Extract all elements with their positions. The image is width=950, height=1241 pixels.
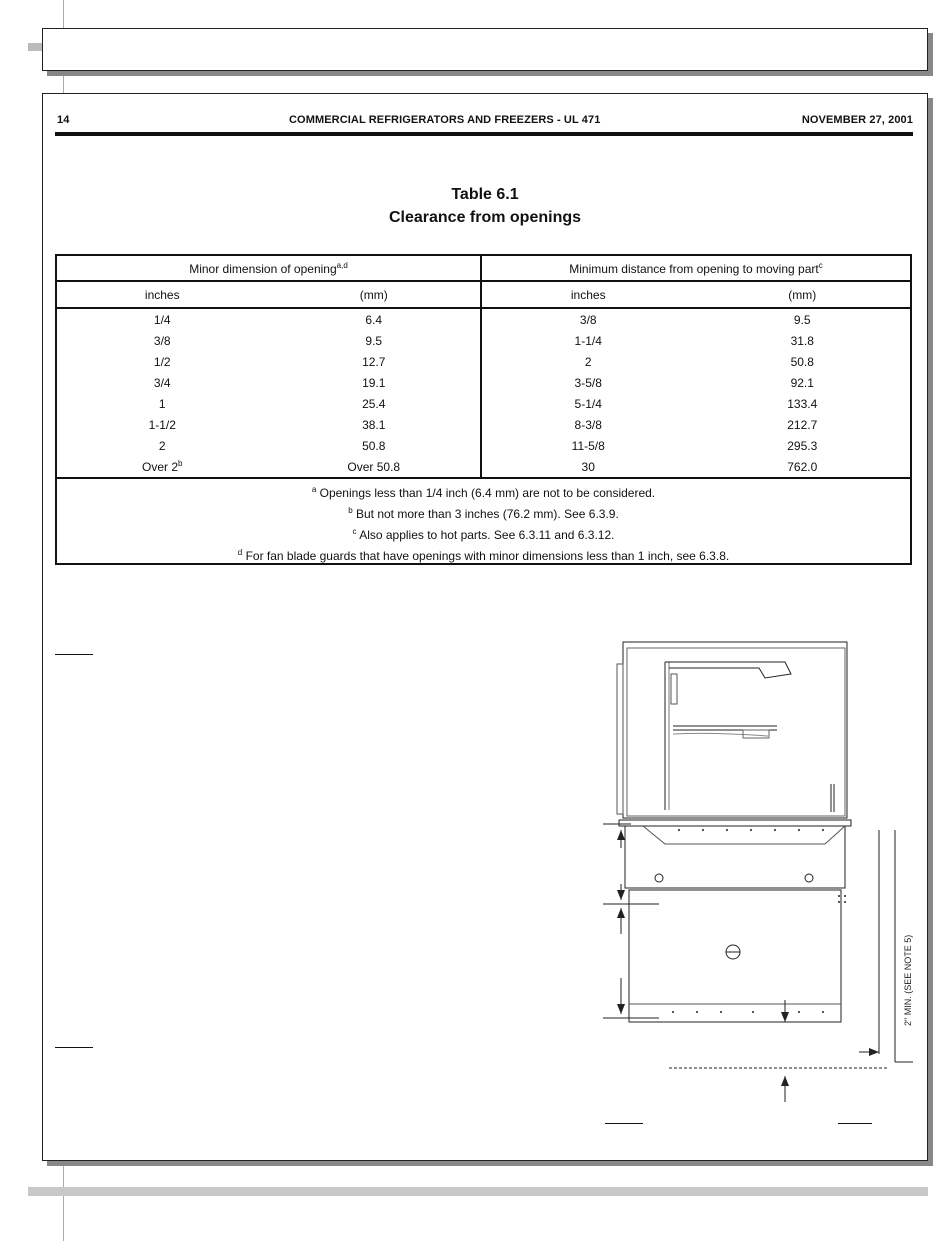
- clearance-table: [55, 254, 912, 565]
- text-rule: [55, 654, 93, 655]
- margin-tick: [28, 43, 42, 51]
- col-group-minimum-distance: Minimum distance from opening to moving part$^c$: [481, 255, 911, 281]
- table-row: 1 25.4 5-1/4 133.4: [56, 393, 911, 414]
- clearance-dimension-label: 2" MIN. (SEE NOTE 5): [903, 934, 913, 1026]
- table-row: Over 2$^b$ Over 50.8 30 762.0: [56, 456, 911, 478]
- table-row: 1/4 6.4 3/8 9.5: [56, 308, 911, 330]
- unit-inches-left: inches: [56, 281, 268, 308]
- table-note-d: $^d$ For fan blade guards that have openings with minor dimensions less than 1 inch, see 6.3.8.: [237, 548, 730, 563]
- table-group-header-row: [56, 255, 911, 281]
- page-number: 14: [57, 114, 70, 126]
- counter-ledge: [619, 820, 851, 826]
- table-row: 3/4 19.1 3-5/8 92.1: [56, 372, 911, 393]
- table-row: 1-1/2 38.1 8-3/8 212.7: [56, 414, 911, 435]
- col-group-minor-dimension: Minor dimension of opening$^{a,d}$: [56, 255, 481, 281]
- table-units-row: [56, 281, 911, 308]
- table-title: Clearance from openings: [388, 209, 582, 226]
- table-number: Table 6.1: [451, 186, 519, 203]
- lower-cabinet: [629, 890, 841, 1022]
- unit-mm-right: (mm): [694, 281, 911, 308]
- table-row: 1/2 12.7 2 50.8: [56, 351, 911, 372]
- unit-mm-left: (mm): [268, 281, 481, 308]
- table-row: 2 50.8 11-5/8 295.3: [56, 435, 911, 456]
- table-note-c: $^c$ Also applies to hot parts. See 6.3.11 and 6.3.12.: [352, 527, 615, 542]
- document-date: NOVEMBER 27, 2001: [801, 114, 913, 126]
- table-row: 3/8 9.5 1-1/4 31.8: [56, 330, 911, 351]
- table-note-b: $^b$ But not more than 3 inches (76.2 mm). See 6.3.9.: [348, 506, 619, 521]
- document-title: COMMERCIAL REFRIGERATORS AND FREEZERS - UL 471: [289, 114, 601, 126]
- header-frame: [42, 28, 928, 71]
- refrigerator-clearance-diagram: [563, 634, 913, 1134]
- unit-inches-right: inches: [481, 281, 695, 308]
- table-note-a: $^a$ Openings less than 1/4 inch (6.4 mm) are not to be considered.: [311, 485, 656, 500]
- document-page: [42, 93, 928, 1161]
- text-rule: [55, 1047, 93, 1048]
- table-notes: [56, 478, 911, 564]
- footer-bar: [28, 1187, 928, 1196]
- header-rule: [55, 132, 913, 136]
